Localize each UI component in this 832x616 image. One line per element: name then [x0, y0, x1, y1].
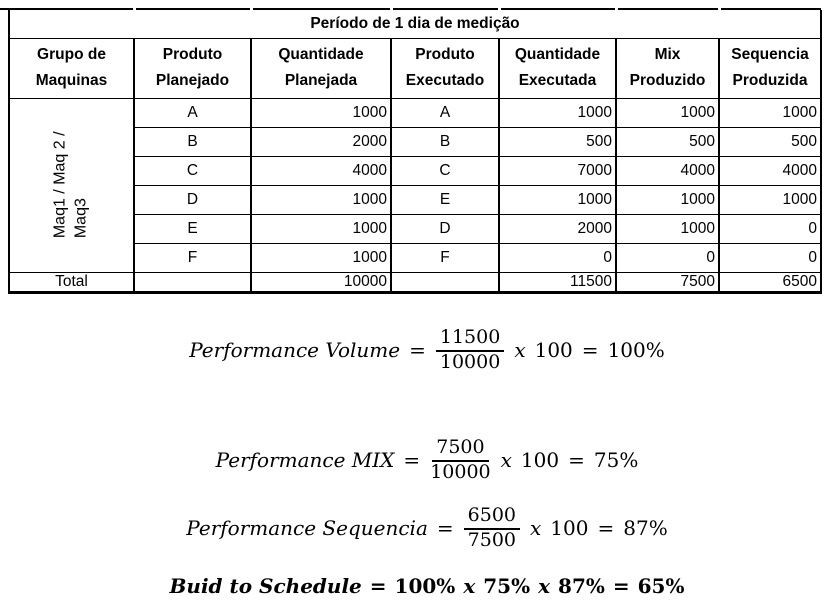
fraction-denominator: 10000 [439, 350, 501, 373]
cell-produto-planejado: D [134, 185, 251, 214]
total-quantidade-planejada: 10000 [251, 272, 391, 292]
table-title: Período de 1 dia de medição [9, 10, 821, 38]
cell-mix-produzido: 1000 [616, 185, 719, 214]
table-row [9, 98, 821, 127]
table-title-row [9, 10, 821, 38]
fraction-denominator: 7500 [467, 528, 517, 551]
cell-produto-executado: C [391, 156, 499, 185]
formula-name: Buid to Schedule [169, 574, 362, 598]
total-mix-produzido: 7500 [616, 272, 719, 292]
cell-produto-executado: A [391, 98, 499, 127]
formula-name: Performance Sequencia [186, 516, 428, 541]
spreadsheet-table [8, 10, 822, 294]
formula-performance-volume: Performance Volume = $\frac{11500}{10000}$ x 100 = 100% [189, 326, 665, 373]
cell-sequencia-produzida: 0 [719, 214, 821, 243]
cell-produto-planejado: A [134, 98, 251, 127]
cell-mix-produzido: 0 [616, 243, 719, 272]
header-produto-planejado: Produto Planejado [134, 38, 251, 98]
cell-produto-executado: F [391, 243, 499, 272]
fraction-numerator: 7500 [432, 438, 488, 462]
total-sequencia-produzida: 6500 [719, 272, 821, 292]
cell-mix-produzido: 500 [616, 127, 719, 156]
cell-quantidade-planejada: 1000 [251, 185, 391, 214]
formula-result: 65% [637, 574, 685, 598]
cell-produto-executado: D [391, 214, 499, 243]
cell-quantidade-planejada: 2000 [251, 127, 391, 156]
cell-quantidade-executada: 1000 [499, 185, 616, 214]
fraction-denominator: 10000 [430, 460, 491, 483]
header-grupo-de-maquinas: Grupo de Maquinas [9, 38, 134, 98]
header-produto-executado: Produto Executado [391, 38, 499, 98]
machine-group-cell [9, 98, 134, 272]
header-sequencia-produzida: Sequencia Produzida [719, 38, 821, 98]
formula-result: 100% [607, 338, 665, 363]
cell-sequencia-produzida: 1000 [719, 98, 821, 127]
cell-quantidade-planejada: 1000 [251, 214, 391, 243]
cell-quantidade-planejada: 1000 [251, 98, 391, 127]
cell-mix-produzido: 1000 [616, 214, 719, 243]
cell-produto-planejado: C [134, 156, 251, 185]
cell-sequencia-produzida: 1000 [719, 185, 821, 214]
cell-produto-planejado: B [134, 127, 251, 156]
formula-build-to-schedule: Buid to Schedule = 100% x 75% x 87% = 65% [169, 574, 685, 598]
total-quantidade-executada: 11500 [499, 272, 616, 292]
total-empty-cell [134, 272, 251, 292]
fraction-numerator: 11500 [436, 328, 504, 352]
fraction [430, 438, 490, 483]
cell-quantidade-executada: 500 [499, 127, 616, 156]
fraction [436, 328, 504, 373]
cell-produto-executado: B [391, 127, 499, 156]
cell-produto-planejado: E [134, 214, 251, 243]
header-quantidade-planejada: Quantidade Planejada [251, 38, 391, 98]
cell-mix-produzido: 4000 [616, 156, 719, 185]
cell-quantidade-executada: 0 [499, 243, 616, 272]
formula-performance-sequencia: Performance Sequencia = $\frac{6500}{7500}$ x 100 = 87% [186, 504, 668, 551]
cell-mix-produzido: 1000 [616, 98, 719, 127]
formula-result: 75% [593, 448, 639, 473]
cell-sequencia-produzida: 0 [719, 243, 821, 272]
fraction-numerator: 6500 [464, 506, 520, 530]
formula-performance-mix: Performance MIX = $\frac{7500}{10000}$ x 100 = 75% [215, 436, 639, 483]
cell-sequencia-produzida: 4000 [719, 156, 821, 185]
total-empty-cell [391, 272, 499, 292]
cell-quantidade-executada: 2000 [499, 214, 616, 243]
table-header-row [9, 38, 821, 98]
cell-sequencia-produzida: 500 [719, 127, 821, 156]
table-total-row [9, 272, 821, 292]
cell-quantidade-executada: 1000 [499, 98, 616, 127]
cell-produto-planejado: F [134, 243, 251, 272]
formula-name: Performance MIX [215, 448, 395, 473]
fraction [464, 506, 520, 551]
cell-produto-executado: E [391, 185, 499, 214]
header-quantidade-executada: Quantidade Executada [499, 38, 616, 98]
total-label: Total [9, 272, 134, 292]
header-mix-produzido: Mix Produzido [616, 38, 719, 98]
formula-result: 87% [623, 516, 668, 541]
formula-name: Performance Volume [189, 338, 401, 363]
cell-quantidade-planejada: 1000 [251, 243, 391, 272]
machine-group-label: Maq1 / Maq 2 / Maq3 [51, 131, 90, 239]
cell-quantidade-executada: 7000 [499, 156, 616, 185]
cell-quantidade-planejada: 4000 [251, 156, 391, 185]
